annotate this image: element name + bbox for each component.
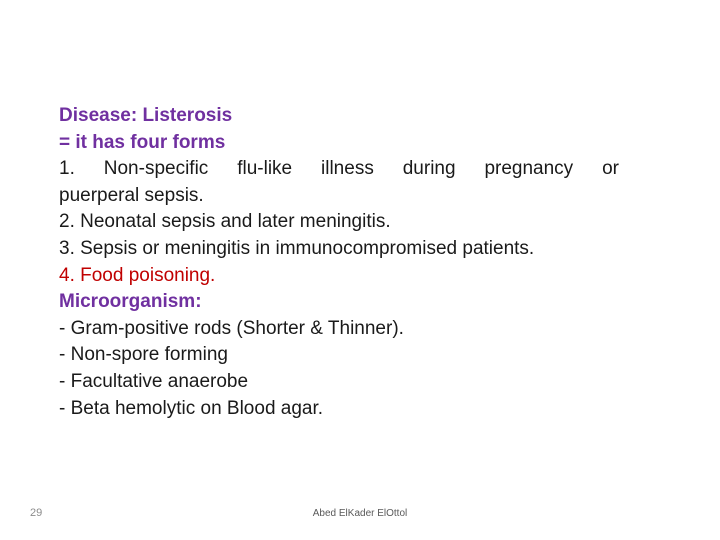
micro-item: - Gram-positive rods (Shorter & Thinner). [59, 317, 404, 339]
microorganism-heading: Microorganism: [59, 291, 202, 313]
footer-author: Abed ElKader ElOttol [312, 508, 408, 519]
micro-item: - Beta hemolytic on Blood agar. [59, 397, 324, 419]
form-3: 3. Sepsis or meningitis in immunocompromised patients. [59, 237, 535, 259]
disease-name: Listerosis [142, 105, 233, 126]
disease-title [59, 103, 619, 130]
form-1-line-2: puerperal sepsis. [59, 184, 204, 206]
form-1-line-1: 1. Non-specific flu-like illness during pregnancy or [59, 158, 619, 180]
forms-intro: = it has four forms [59, 131, 226, 153]
slide-content [59, 103, 619, 422]
micro-item: - Non-spore forming [59, 344, 228, 366]
page-number: 29 [30, 507, 43, 519]
form-2: 2. Neonatal sepsis and later meningitis. [59, 211, 391, 233]
form-4: 4. Food poisoning. [59, 264, 216, 286]
micro-item: - Facultative anaerobe [59, 370, 249, 392]
disease-label: Disease: [59, 105, 143, 126]
